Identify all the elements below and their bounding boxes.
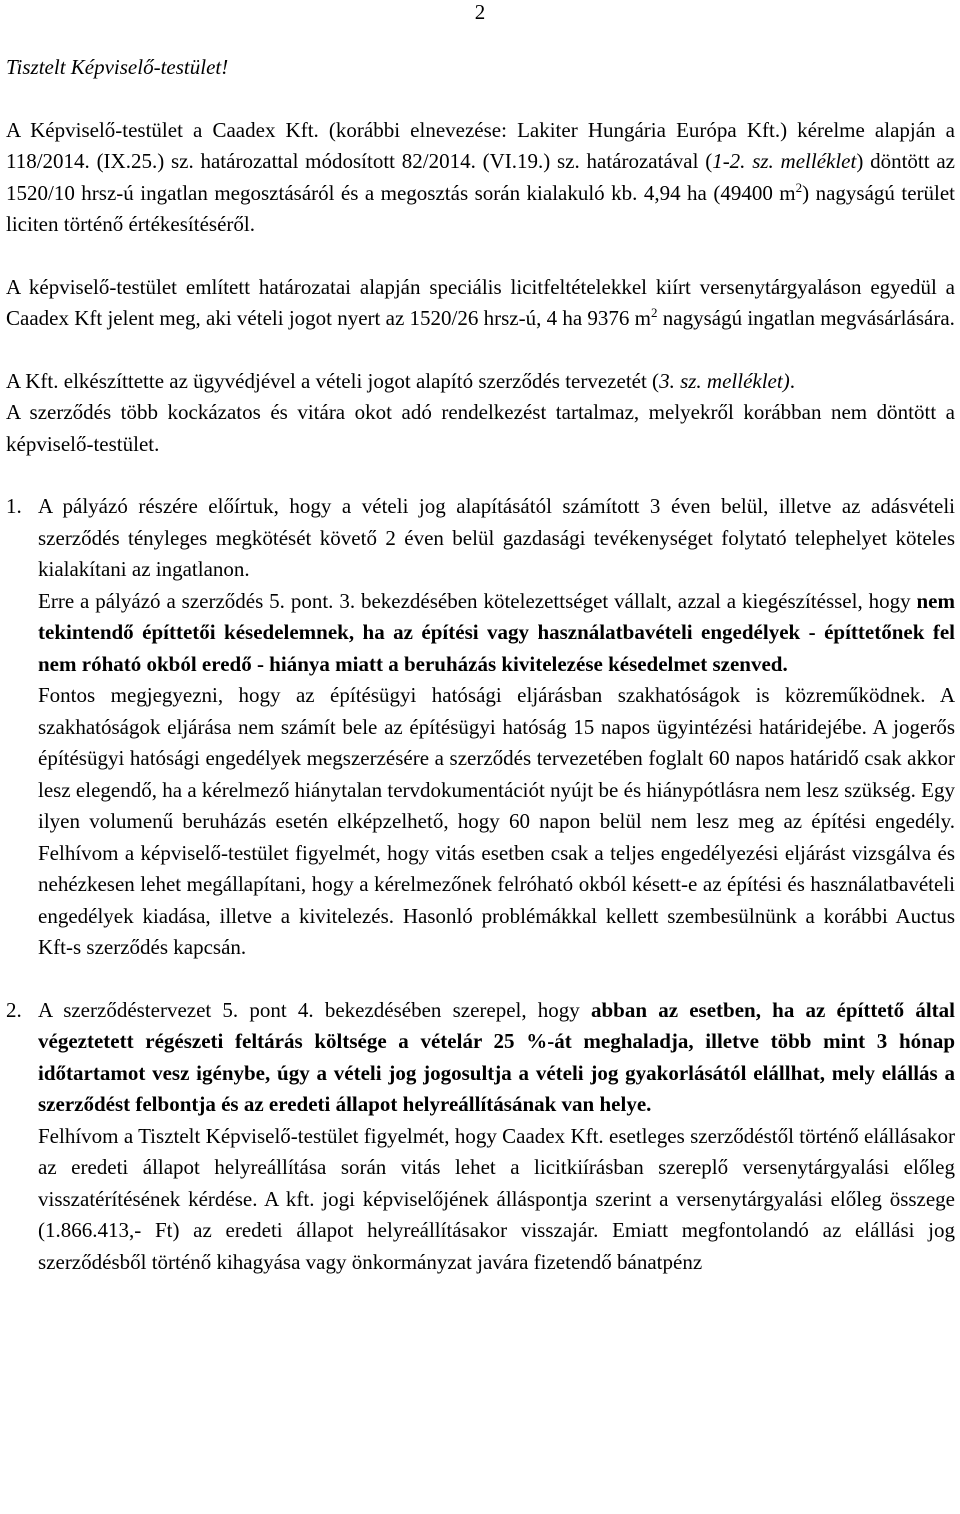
item-2-paragraph-a — [38, 995, 955, 1121]
intro-text-d: ) nagyságú terület liciten történő értékesítéséről. — [6, 180, 956, 236]
draft-text-c: . — [789, 368, 795, 393]
numbered-item-2 — [6, 995, 955, 1279]
spacer — [6, 460, 955, 491]
bidding-text-a: A képviselő-testület említett határozatai alapján speciális licitfeltételekkel kiírt versenytárgyaláson egyedül a Caadex Kft jelent meg, aki vételi jogot nyert az 1520/26 hrsz-ú, 4 ha 9376 m — [6, 274, 955, 330]
item-1-bold-clause: nem tekintendő építtetői késedelemnek, ha az építési vagy használatbavételi engedélyek - építtetőnek fel nem róható okból eredő - hiánya miatt a beruházás kivitelezése késedelmet szenved. — [38, 588, 955, 676]
item-number: 2. — [6, 997, 22, 1022]
draft-annex-ref: 3. sz. melléklet) — [659, 368, 790, 393]
item-1-body — [38, 491, 955, 964]
item-1-paragraph-b — [38, 586, 955, 681]
intro-paragraph — [6, 115, 955, 241]
intro-text-a: A Képviselő-testület a Caadex Kft. (korábbi elnevezése: Lakiter Hungária Európa Kft.) kérelme alapján a 118/2014. (IX.25.) sz. határozattal módosított 82/2014. (VI.19.) sz. határozatával ( — [6, 117, 955, 173]
salutation: Tisztelt Képviselő-testület! — [6, 55, 229, 79]
spacer — [6, 964, 955, 995]
item-2-text-a: A szerződéstervezet 5. pont 4. bekezdésében szerepel, hogy — [38, 997, 591, 1022]
item-2-paragraph-b: Felhívom a Tisztelt Képviselő-testület figyelmét, hogy Caadex Kft. esetleges szerződéstől történő elállásakor az eredeti állapot helyreállítása során vitás lehet a licitkiírásban szereplő versenytárgyalási előleg visszatérítésének kérdése. A kft. jogi képviselőjének álláspontja szerint a versenytárgyalási előleg összege (1.866.413,- Ft) az eredeti állapot helyreállításakor visszajár. Emiatt megfontolandó az elállási jog szerződésből történő kihagyása vagy önkormányzat javára fizetendő bánatpénz — [38, 1123, 955, 1274]
intro-text-c: ) döntött az 1520/10 hrsz-ú ingatlan megosztásáról és a megosztás során kialakuló kb. 4,94 ha (49400 m — [6, 149, 955, 205]
spacer — [6, 335, 955, 366]
item-2-bold-clause: abban az esetben, ha az építtető által végeztetett régészeti feltárás költsége a vételár 25 %-át meghaladja, illetve több mint 3 hónap időtartamot vesz igénybe, úgy a vételi jog jogosultja a vételi jog gyakorlásától elállhat, mely elállás a szerződést felbontja és az eredeti állapot helyreállításának van helye. — [38, 997, 955, 1116]
draft-contract-paragraph — [6, 366, 955, 398]
item-number: 1. — [6, 494, 22, 518]
item-1-paragraph-c: Fontos megjegyezni, hogy az építésügyi hatósági eljárásban szakhatóságok is közreműködnek. A szakhatóságok eljárása nem számít bele az építésügyi hatóság 15 napos ügyintézési határidejébe. A jogerős építésügyi hatósági engedélyek megszerzésére a szerződés tervezetében foglalt 60 napos határidő csak akkor lesz elegendő, ha a kérelmező hiánytalan tervdokumentációt nyújt be és hiánypótlásra nem lesz szükség. Egy ilyen volumenű beruházás esetén elképzelhető, hogy 60 napon belül nem lesz meg az építési engedély. Felhívom a képviselő-testület figyelmét, hogy vitás esetben csak a teljes engedélyezési eljárást vizsgálva és nehézkesen lehet megállapítani, hogy a kérelmezőnek felróható okból késett-e az építési és használatbavételi engedélyek kiadása, illetve a kivitelezés. Hasonló problémákkal kellett szembesülnünk a korábbi Auctus Kft-s szerződés kapcsán. — [38, 683, 955, 959]
draft-text-a: A Kft. elkészíttette az ügyvédjével a vételi jogot alapító szerződés tervezetét ( — [6, 368, 660, 393]
item-2-body — [38, 995, 955, 1279]
page-number: 2 — [474, 0, 486, 24]
intro-superscript: 2 — [795, 179, 803, 195]
spacer — [6, 241, 955, 272]
risk-paragraph: A szerződés több kockázatos és vitára okot adó rendelkezést tartalmaz, melyekről korábban nem döntött a képviselő-testület. — [6, 400, 955, 456]
bidding-text-b: nagyságú ingatlan megvásárlására. — [657, 306, 955, 330]
document-body — [6, 52, 955, 1278]
numbered-item-1 — [6, 491, 955, 964]
item-1-paragraph-a: A pályázó részére előírtuk, hogy a vételi jog alapításától számított 3 éven belül, illetve az adásvételi szerződés tényleges megkötését követő 2 éven belül gazdasági tevékenységet folytató telephelyet köteles kialakítani az ingatlanon. — [38, 494, 955, 581]
item-1-text-b: Erre a pályázó a szerződés 5. pont. 3. bekezdésében kötelezettséget vállalt, azzal a kiegészítéssel, hogy — [38, 588, 917, 613]
intro-annex-ref: 1-2. sz. melléklet — [712, 149, 857, 173]
bidding-superscript: 2 — [651, 305, 658, 320]
bidding-paragraph — [6, 272, 955, 335]
